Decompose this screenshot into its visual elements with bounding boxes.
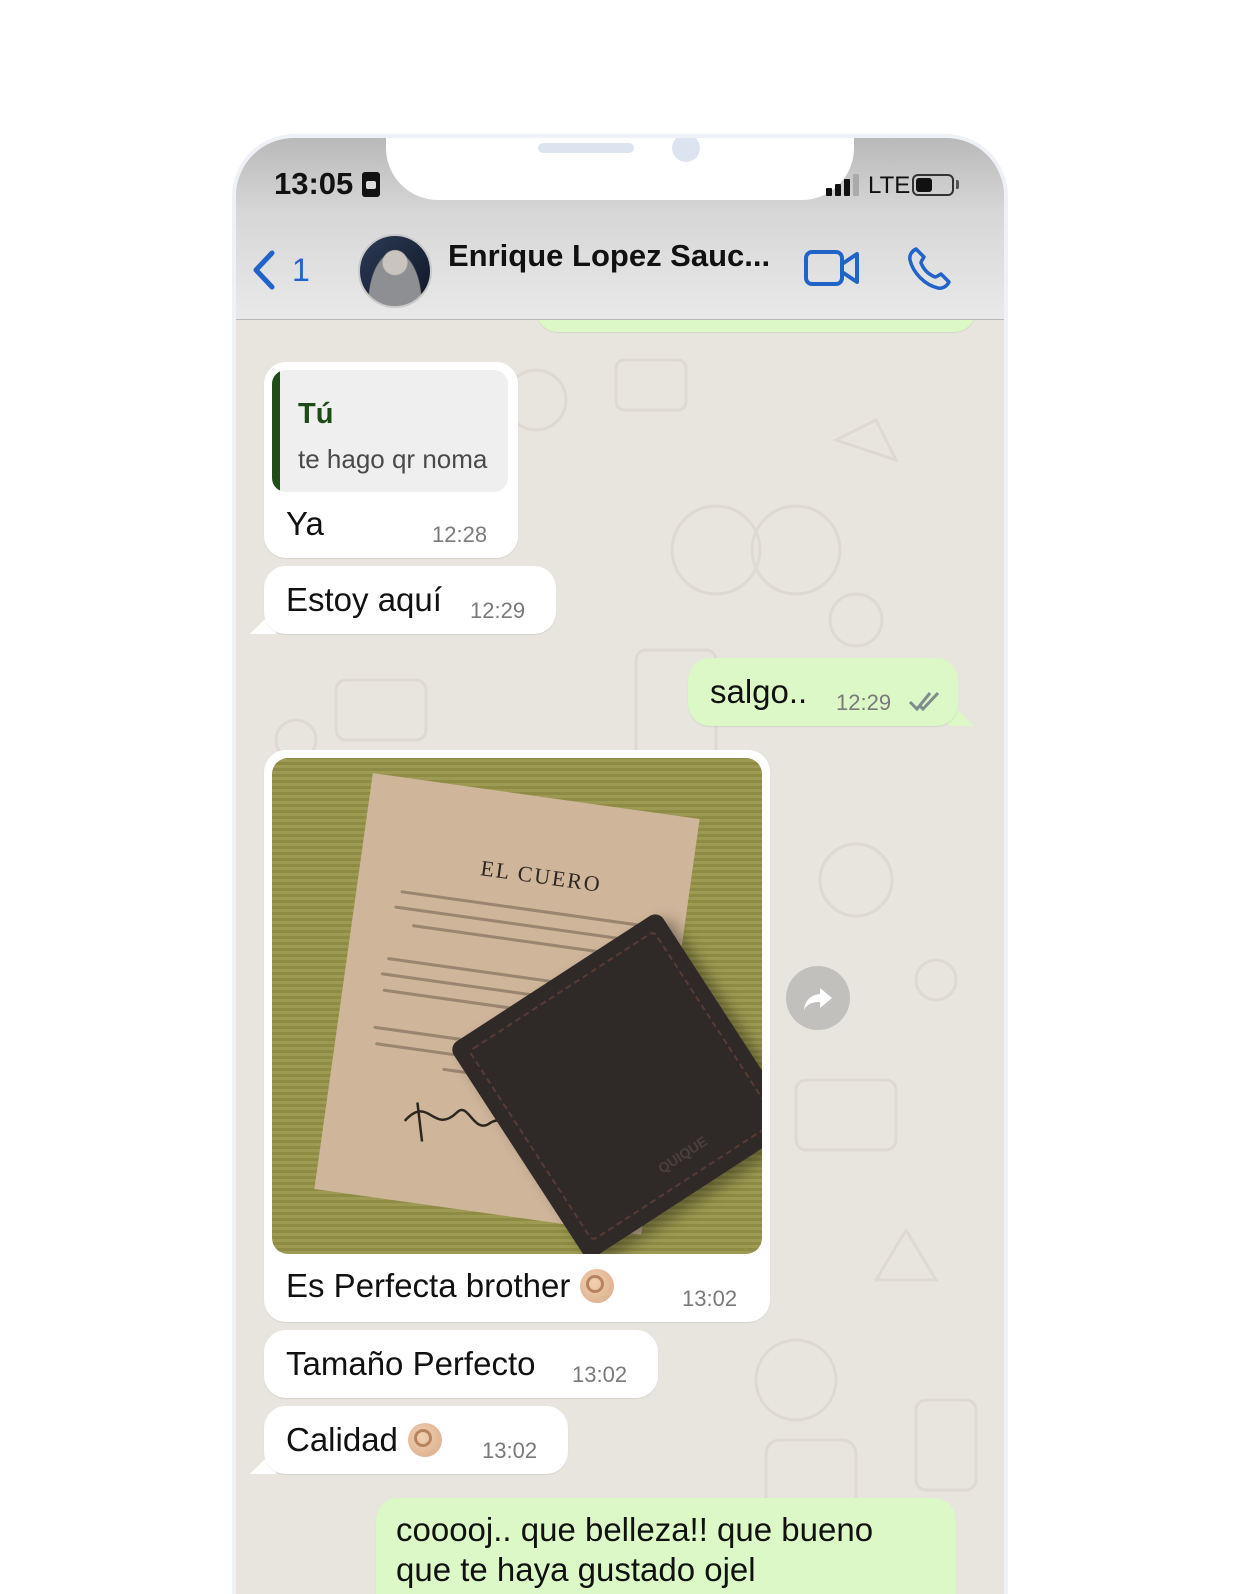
message-time: 13:02 bbox=[482, 1438, 538, 1463]
network-type: LTE bbox=[868, 172, 911, 199]
video-call-icon[interactable] bbox=[804, 248, 860, 288]
photo-attachment[interactable] bbox=[272, 758, 762, 1254]
chevron-left-icon bbox=[250, 249, 278, 291]
message-time: 12:29 bbox=[470, 598, 526, 623]
message-time: 13:02 bbox=[682, 1286, 738, 1311]
chat-area[interactable] bbox=[236, 320, 1004, 1594]
message-bubble[interactable] bbox=[264, 566, 556, 634]
message-text: Tamaño Perfecto bbox=[286, 1345, 536, 1382]
message-text: Estoy aquí bbox=[286, 581, 442, 618]
message-bubble[interactable] bbox=[264, 1330, 658, 1398]
chat-header bbox=[236, 138, 1004, 320]
forward-button[interactable] bbox=[786, 966, 850, 1030]
battery-tip bbox=[956, 180, 959, 189]
forward-icon bbox=[802, 982, 834, 1014]
previous-outgoing-message[interactable] bbox=[536, 320, 976, 332]
message-text: Ya bbox=[286, 505, 324, 542]
sim-card-icon bbox=[362, 172, 380, 197]
signal-icon bbox=[826, 174, 862, 196]
quote-text: te hago qr noma bbox=[298, 444, 488, 474]
speaker-grille bbox=[538, 143, 634, 153]
photo-caption bbox=[286, 1266, 614, 1306]
wallet-brand: QUIQUE bbox=[655, 1132, 711, 1177]
back-button[interactable] bbox=[250, 246, 310, 294]
paper-title: EL CUERO bbox=[478, 855, 604, 897]
message-bubble[interactable] bbox=[264, 362, 518, 558]
voice-call-icon[interactable] bbox=[906, 246, 952, 292]
message-bubble[interactable] bbox=[264, 1406, 568, 1474]
message-bubble[interactable] bbox=[688, 658, 958, 726]
quote-bar bbox=[272, 370, 280, 492]
ok-hand-emoji bbox=[408, 1423, 442, 1457]
message-text-value: Calidad bbox=[286, 1421, 398, 1458]
message-bubble[interactable] bbox=[376, 1498, 956, 1594]
contact-avatar[interactable] bbox=[358, 234, 432, 308]
quoted-message[interactable] bbox=[272, 370, 508, 492]
caption-text: Es Perfecta brother bbox=[286, 1267, 571, 1304]
message-text: cooooj.. que belleza!! que bueno que te haya gustado ojel bbox=[396, 1511, 874, 1588]
message-text bbox=[286, 1420, 442, 1460]
message-time: 12:29 bbox=[836, 690, 892, 715]
unread-count: 1 bbox=[292, 251, 310, 288]
photo-message-bubble[interactable] bbox=[264, 750, 770, 1322]
message-text: salgo.. bbox=[710, 673, 808, 710]
status-time: 13:05 bbox=[274, 166, 354, 201]
battery-icon bbox=[912, 174, 954, 196]
message-time: 12:28 bbox=[432, 522, 488, 547]
quote-author: Tú bbox=[298, 398, 334, 430]
message-time: 13:02 bbox=[572, 1362, 628, 1387]
ok-hand-emoji bbox=[580, 1269, 614, 1303]
notch bbox=[386, 138, 854, 200]
front-camera bbox=[672, 138, 700, 162]
phone-screen bbox=[236, 138, 1004, 1594]
contact-name[interactable]: Enrique Lopez Sauc... bbox=[448, 238, 771, 273]
read-receipt-icon bbox=[908, 690, 942, 712]
